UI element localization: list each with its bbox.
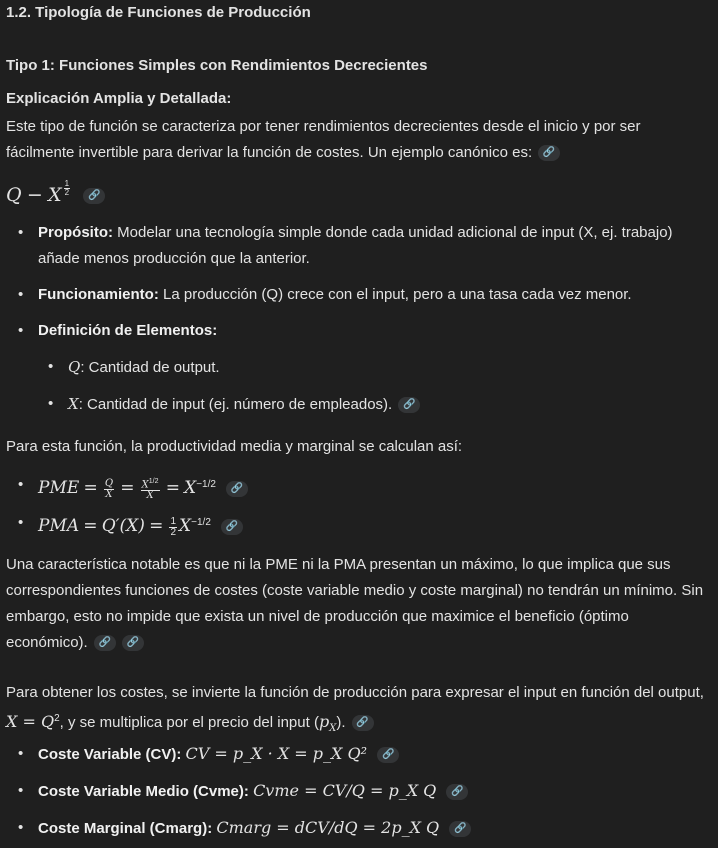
list-item-definitions: • Definición de Elementos: xyxy=(6,318,712,344)
link-icon[interactable]: 🔗 xyxy=(122,635,144,651)
list-item-pma: • PMA = Q′(X) = $\frac{1}{2}$ $X^{-1/2}$ 🔗 xyxy=(6,508,712,542)
link-icon[interactable]: 🔗 xyxy=(94,635,116,651)
main-formula: Q − X $\frac{1}{2}$ 🔗 xyxy=(6,180,712,211)
list-item-function: • Funcionamiento: La producción (Q) crece con el input, pero a una tasa cada vez menor. xyxy=(6,282,712,308)
subsection-title: Tipo 1: Funciones Simples con Rendimientos Decrecientes xyxy=(6,57,428,74)
list-item-cv: • Coste Variable (CV): CV = p_X · X = p_X Q² 🔗 xyxy=(6,740,712,769)
list-item-purpose: • Propósito: Modelar una tecnología simple donde cada unidad adicional de input (X, ej. trabajo) añade menos producción que la anterior. xyxy=(6,220,712,272)
link-icon[interactable]: 🔗 xyxy=(398,397,420,413)
intro-text: Este tipo de función se caracteriza por tener rendimientos decrecientes desde el inicio y por ser fácilmente invertible para derivar la función de costes. Un ejemplo canónico es: xyxy=(6,118,641,161)
link-icon[interactable]: 🔗 xyxy=(352,715,374,731)
costs-intro-paragraph: Para obtener los costes, se invierte la función de producción para expresar el input en función del output, $X = Q^2$, y se multiplica por el precio del input $(p_X)$. 🔗 xyxy=(6,684,704,734)
link-icon[interactable]: 🔗 xyxy=(538,145,560,161)
productivity-intro: Para esta función, la productividad media y marginal se calculan así: xyxy=(6,438,463,455)
list-item-cmarg: • Coste Marginal (Cmarg): Cmarg = dCV/dQ = 2p_X Q 🔗 xyxy=(6,814,712,843)
exponent-fraction: $\frac{1}{2}$ xyxy=(64,179,70,197)
link-icon[interactable]: 🔗 xyxy=(226,481,248,497)
notable-paragraph: Una característica notable es que ni la PME ni la PMA presentan un máximo, lo que implica que sus correspondientes funciones de costes (coste variable medio y coste marginal) no tendrán un mínimo. Sin embargo, esto no impide que exista un nivel de producción que maximice el beneficio (óptimo económico). 🔗 🔗 xyxy=(6,556,704,651)
explanation-heading: Explicación Amplia y Detallada: xyxy=(6,90,232,107)
list-item-def-x: • X: Cantidad de input (ej. número de empleados). 🔗 xyxy=(6,391,712,418)
properties-list xyxy=(6,220,712,418)
link-icon[interactable]: 🔗 xyxy=(446,784,468,800)
list-item-pme: • PME = $\frac{Q}{X}$ = $\frac{X^{1/2}}{X}$ = $X^{-1/2}$ 🔗 xyxy=(6,470,712,504)
costs-list xyxy=(6,740,712,843)
list-item-def-q: • Q: Cantidad de output. xyxy=(6,354,712,381)
link-icon[interactable]: 🔗 xyxy=(83,188,105,204)
productivity-list xyxy=(6,470,712,542)
link-icon[interactable]: 🔗 xyxy=(221,519,243,535)
link-icon[interactable]: 🔗 xyxy=(449,821,471,837)
intro-paragraph xyxy=(6,114,712,166)
section-title: 1.2. Tipología de Funciones de Producción xyxy=(6,4,311,21)
list-item-cvme: • Coste Variable Medio (Cvme): Cvme = CV/Q = p_X Q 🔗 xyxy=(6,777,712,806)
link-icon[interactable]: 🔗 xyxy=(377,747,399,763)
